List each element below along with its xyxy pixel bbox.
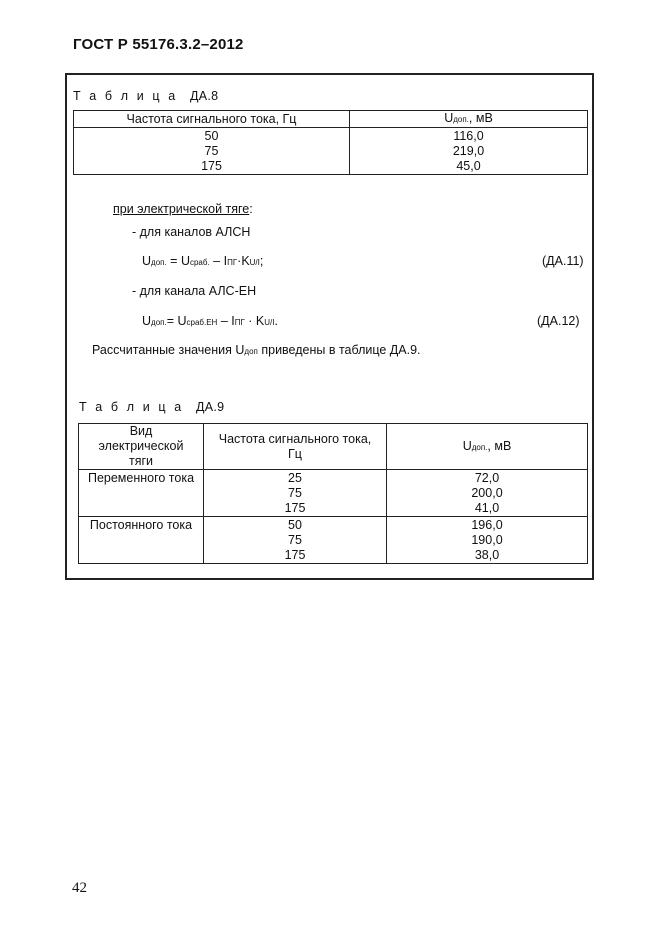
formula-sub: доп. <box>151 318 167 327</box>
formula-u: U <box>142 254 152 268</box>
frequency-value: 175 <box>201 159 222 173</box>
caption-number: ДА.8 <box>189 89 219 103</box>
traction-type-cell: Постоянного тока <box>79 517 204 564</box>
voltage-cell <box>387 517 588 564</box>
calc-sentence <box>92 343 421 357</box>
formula-da11 <box>142 254 263 268</box>
table-header-voltage <box>387 424 588 470</box>
voltage-value: 38,0 <box>474 548 500 562</box>
formula-eq: = U <box>166 314 187 328</box>
voltage-cell <box>387 470 588 517</box>
frequency-value: 175 <box>284 548 306 562</box>
formula-sub: U/I <box>264 318 275 327</box>
frequency-value: 175 <box>284 501 306 515</box>
frequency-value: 75 <box>288 533 302 547</box>
header-u-sub: доп. <box>453 115 469 124</box>
voltage-value: 116,0 <box>453 129 484 143</box>
alsn-item: - для каналов АЛСН <box>132 225 251 239</box>
frequency-cell <box>204 517 387 564</box>
table-da9 <box>78 423 588 564</box>
document-header: ГОСТ Р 55176.3.2–2012 <box>73 36 244 53</box>
formula-da11-number: (ДА.11) <box>542 254 584 268</box>
calc-text-end: приведены в таблице ДА.9. <box>257 343 421 357</box>
frequency-cell <box>74 128 350 175</box>
header-u: U <box>462 438 472 453</box>
header-line: Вид <box>129 424 153 438</box>
calc-text: Рассчитанные значения U <box>92 343 245 357</box>
table-da9-caption <box>79 400 224 414</box>
formula-da12 <box>142 314 278 328</box>
formula-sub: ПГ <box>227 258 238 267</box>
header-line: Частота сигнального тока, <box>218 431 372 446</box>
formula-sub: доп. <box>151 258 167 267</box>
voltage-value: 196,0 <box>471 518 503 532</box>
frequency-value: 75 <box>288 486 302 500</box>
page-number: 42 <box>72 880 87 896</box>
intro-line <box>113 202 253 216</box>
voltage-value: 219,0 <box>452 144 485 158</box>
formula-sub: сраб.ЕН <box>186 318 218 327</box>
formula-k: · K <box>244 314 265 328</box>
caption-number: ДА.9 <box>195 400 225 414</box>
formula-i: – I <box>209 254 228 268</box>
frequency-value: 50 <box>288 518 302 532</box>
calc-sub: доп <box>244 347 258 356</box>
intro-text: при электрической тяге <box>113 202 250 216</box>
formula-u: U <box>142 314 152 328</box>
header-line: электрической <box>98 439 184 453</box>
content-frame <box>65 73 594 580</box>
table-da8 <box>73 110 588 175</box>
formula-eq: = U <box>166 254 190 268</box>
formula-sub: U/I <box>249 258 260 267</box>
formula-end: ; <box>259 254 264 268</box>
voltage-value: 45,0 <box>456 159 481 173</box>
alsen-item: - для канала АЛС-ЕН <box>132 284 257 298</box>
caption-prefix: Т а б л и ц а <box>73 89 178 103</box>
header-u: U <box>444 111 454 125</box>
formula-end: . <box>274 314 278 328</box>
table-header-traction-type <box>79 424 204 470</box>
voltage-value: 200,0 <box>471 486 503 500</box>
table-row <box>79 470 588 517</box>
table-row <box>79 517 588 564</box>
table-header-voltage <box>350 111 588 128</box>
frequency-cell <box>204 470 387 517</box>
frequency-value: 75 <box>204 144 219 158</box>
header-u-sub: доп. <box>471 442 488 452</box>
formula-da12-number: (ДА.12) <box>537 314 580 328</box>
header-line: Гц <box>288 446 302 461</box>
voltage-value: 41,0 <box>474 501 500 515</box>
voltage-cell <box>350 128 588 175</box>
caption-prefix: Т а б л и ц а <box>79 400 184 414</box>
table-da8-caption <box>73 89 218 103</box>
formula-sub: сраб. <box>189 258 210 267</box>
table-header-frequency <box>204 424 387 470</box>
header-unit: , мВ <box>468 111 493 125</box>
voltage-value: 72,0 <box>474 471 500 485</box>
formula-k: ·K <box>237 254 250 268</box>
frequency-value: 25 <box>288 471 302 485</box>
formula-i: – I <box>217 314 235 328</box>
table-header-frequency: Частота сигнального тока, Гц <box>74 111 350 128</box>
traction-type-cell: Переменного тока <box>79 470 204 517</box>
intro-colon: : <box>249 202 253 216</box>
voltage-value: 190,0 <box>471 533 503 547</box>
frequency-value: 50 <box>204 129 219 143</box>
header-unit: , мВ <box>487 438 512 453</box>
formula-sub: ПГ <box>234 318 245 327</box>
header-line: тяги <box>128 454 154 468</box>
